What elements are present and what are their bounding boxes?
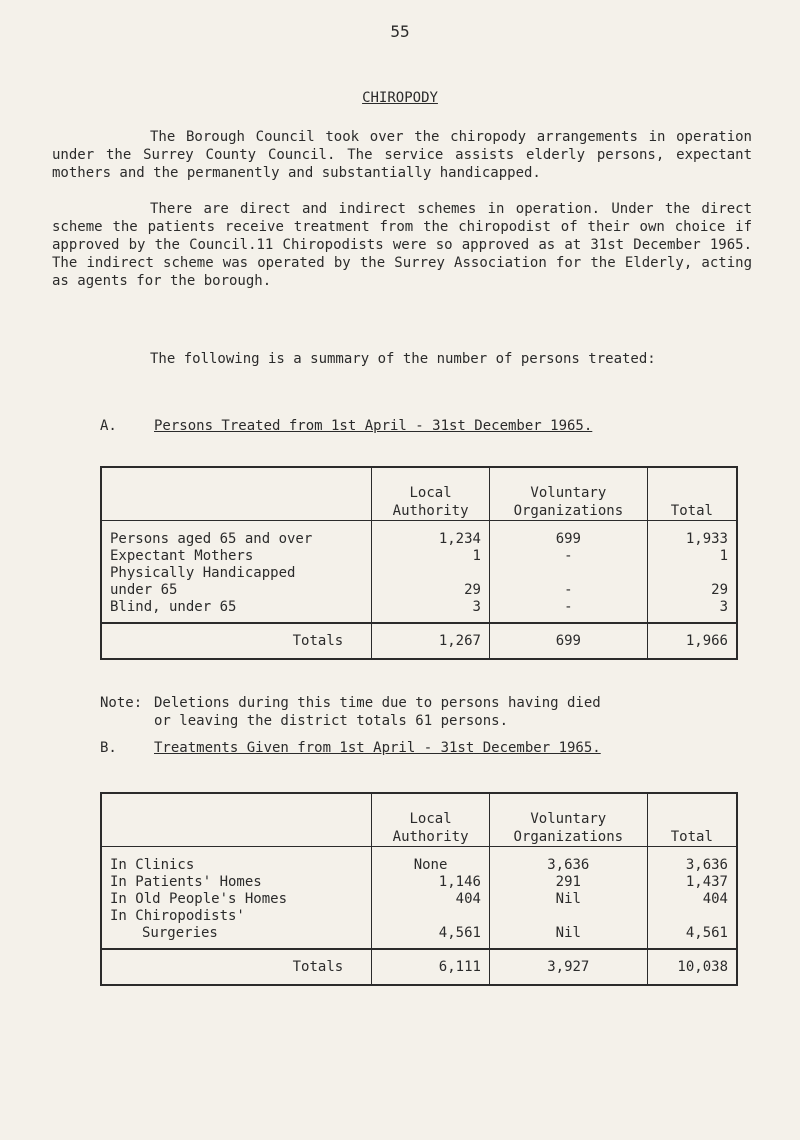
table-row: [101, 548, 737, 565]
table-row: [101, 599, 737, 623]
row-label: Physically Handicapped: [110, 565, 296, 581]
col-header-voluntary-organizations: Voluntary Organizations: [489, 467, 647, 521]
table-row: [101, 521, 737, 549]
total-voluntary: 3,927: [489, 949, 647, 985]
table-header-row: [101, 793, 737, 847]
cell-voluntary: Nil: [489, 891, 647, 908]
cell-total: [647, 565, 737, 582]
cell-local-authority: [372, 565, 490, 582]
row-label: In Chiropodists': [110, 908, 245, 924]
table-row: [101, 908, 737, 925]
section-b-label: B.: [100, 740, 117, 756]
cell-voluntary: -: [489, 599, 647, 623]
totals-row: [101, 623, 737, 659]
cell-voluntary: Nil: [489, 925, 647, 949]
totals-row: [101, 949, 737, 985]
section-a-title: Persons Treated from 1st April - 31st December 1965.: [154, 418, 593, 434]
col-header-local-authority: Local Authority: [372, 467, 490, 521]
cell-local-authority: 29: [372, 582, 490, 599]
treatments-given-table: [100, 792, 738, 986]
cell-total: 1: [647, 548, 737, 565]
table-row: [101, 582, 737, 599]
cell-total: 29: [647, 582, 737, 599]
cell-local-authority: 4,561: [372, 925, 490, 949]
page-number: 55: [390, 22, 410, 41]
heading-text: CHIROPODY: [362, 90, 438, 106]
paragraph-intro: The Borough Council took over the chiropody arrangements in operation under the Surrey County Council. The service assists elderly persons, expectant mothers and the permanently and substantially handicapped.: [52, 129, 752, 181]
col-header-total: Total: [647, 793, 737, 847]
total-overall: 1,966: [647, 623, 737, 659]
total-local-authority: 1,267: [372, 623, 490, 659]
row-label: under 65: [110, 582, 178, 598]
note-key: Note:: [100, 695, 143, 711]
cell-total: 4,561: [647, 925, 737, 949]
cell-voluntary: [489, 565, 647, 582]
cell-local-authority: 404: [372, 891, 490, 908]
section-b-title: Treatments Given from 1st April - 31st December 1965.: [154, 740, 601, 756]
deletions-note: [100, 694, 740, 730]
table-row: [101, 847, 737, 875]
cell-total: 404: [647, 891, 737, 908]
table-header-row: [101, 467, 737, 521]
cell-voluntary: 699: [489, 521, 647, 549]
cell-total: 1,437: [647, 874, 737, 891]
cell-local-authority: None: [372, 847, 490, 875]
cell-voluntary: -: [489, 582, 647, 599]
row-label: Surgeries: [142, 925, 218, 941]
paragraph-summary: The following is a summary of the number of persons treated:: [150, 351, 656, 367]
table-row: [101, 874, 737, 891]
cell-voluntary: 3,636: [489, 847, 647, 875]
cell-local-authority: [372, 908, 490, 925]
cell-voluntary: [489, 908, 647, 925]
col-header-total: Total: [647, 467, 737, 521]
row-label: Expectant Mothers: [110, 548, 254, 564]
cell-voluntary: -: [489, 548, 647, 565]
section-a-label: A.: [100, 418, 117, 434]
cell-total: [647, 908, 737, 925]
total-overall: 10,038: [647, 949, 737, 985]
note-line-1: Deletions during this time due to persons having died: [154, 695, 601, 711]
col-header-local-authority: Local Authority: [372, 793, 490, 847]
row-label: In Clinics: [110, 857, 195, 873]
table-row: [101, 565, 737, 582]
row-label: In Patients' Homes: [110, 874, 262, 890]
row-label: Blind, under 65: [110, 599, 237, 615]
persons-treated-table: [100, 466, 738, 660]
cell-local-authority: 1,146: [372, 874, 490, 891]
paragraph-schemes: There are direct and indirect schemes in operation. Under the direct scheme the patients receive treatment from the chiropodist of their own choice if approved by the Council.11 Chiropodists were so approved as at 31st December 1965. The indirect scheme was operated by the Surrey Association for the Elderly, acting as agents for the borough.: [52, 201, 752, 289]
row-label: Persons aged 65 and over: [110, 531, 313, 547]
section-b-heading: [100, 740, 601, 756]
row-label: In Old People's Homes: [110, 891, 288, 907]
cell-local-authority: 1,234: [372, 521, 490, 549]
cell-local-authority: 1: [372, 548, 490, 565]
cell-total: 3: [647, 599, 737, 623]
totals-label: Totals: [101, 949, 372, 985]
cell-local-authority: 3: [372, 599, 490, 623]
cell-voluntary: 291: [489, 874, 647, 891]
section-a-heading: [100, 418, 592, 434]
col-header-voluntary-organizations: Voluntary Organizations: [489, 793, 647, 847]
totals-label: Totals: [101, 623, 372, 659]
cell-total: 3,636: [647, 847, 737, 875]
page-heading: [0, 90, 800, 106]
note-line-2: or leaving the district totals 61 persons.: [154, 713, 509, 729]
cell-total: 1,933: [647, 521, 737, 549]
total-local-authority: 6,111: [372, 949, 490, 985]
table-row: [101, 891, 737, 908]
total-voluntary: 699: [489, 623, 647, 659]
table-row: [101, 925, 737, 949]
